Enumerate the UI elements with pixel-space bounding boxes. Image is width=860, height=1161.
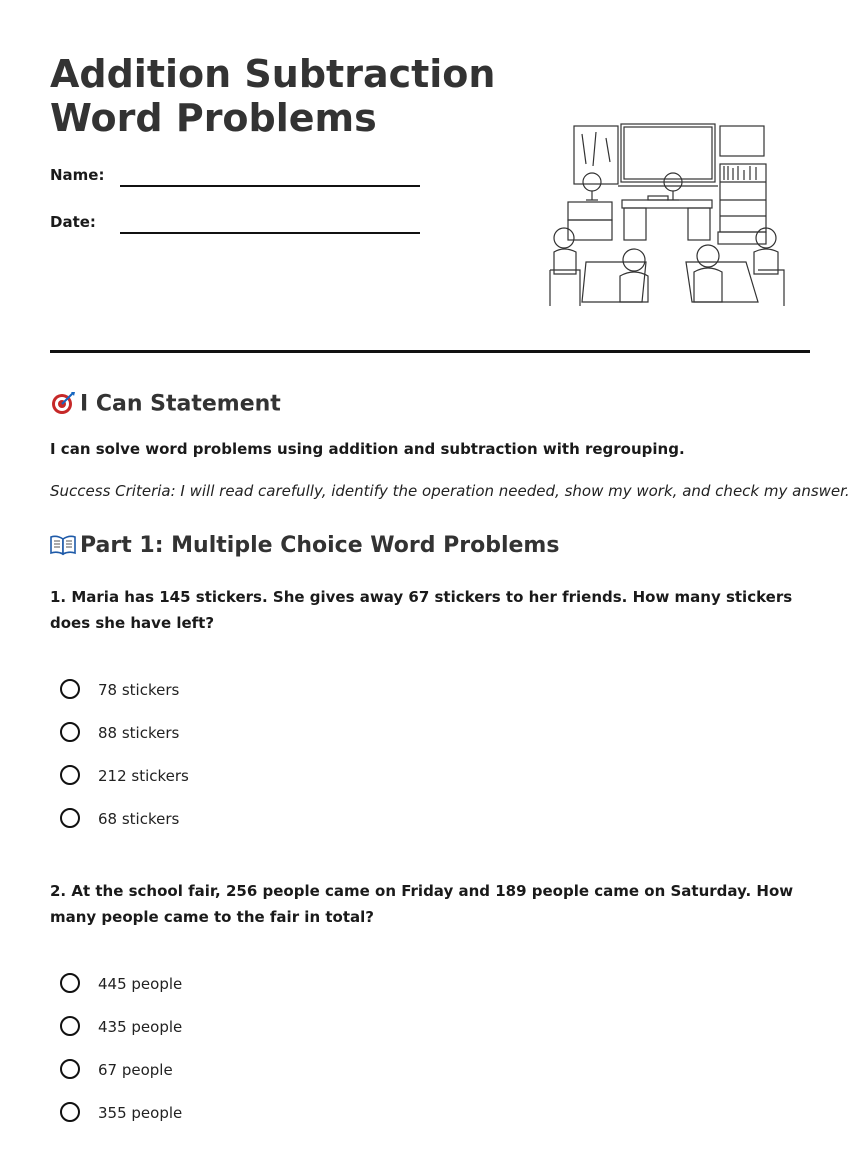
part1-heading-text: Part 1: Multiple Choice Word Problems bbox=[80, 533, 560, 558]
i-can-heading-text: I Can Statement bbox=[80, 391, 281, 417]
option-label: 445 people bbox=[98, 975, 183, 993]
option-label: 88 stickers bbox=[98, 724, 180, 742]
date-field[interactable] bbox=[50, 213, 430, 243]
radio-button[interactable] bbox=[60, 1102, 80, 1122]
name-write-line[interactable] bbox=[120, 185, 420, 187]
success-criteria: Success Criteria: I will read carefully, identify the operation needed, show my work, and check my answer. bbox=[50, 482, 850, 500]
date-label: Date: bbox=[50, 213, 96, 231]
radio-button[interactable] bbox=[60, 1059, 80, 1079]
radio-button[interactable] bbox=[60, 808, 80, 828]
radio-button[interactable] bbox=[60, 722, 80, 742]
option-label: 78 stickers bbox=[98, 681, 180, 699]
option-label: 67 people bbox=[98, 1061, 173, 1079]
radio-button[interactable] bbox=[60, 765, 80, 785]
header-divider bbox=[50, 350, 810, 353]
option-label: 435 people bbox=[98, 1018, 183, 1036]
option-label: 355 people bbox=[98, 1104, 183, 1122]
i-can-heading bbox=[50, 390, 281, 419]
radio-button[interactable] bbox=[60, 679, 80, 699]
question-2-text: 2. At the school fair, 256 people came on Friday and 189 people came on Saturday. How many people came to the fair in total? bbox=[50, 882, 794, 926]
option-label: 212 stickers bbox=[98, 767, 189, 785]
name-field[interactable] bbox=[50, 166, 430, 196]
worksheet-title: Addition Subtraction Word Problems bbox=[50, 52, 496, 140]
target-icon bbox=[50, 390, 80, 419]
radio-button[interactable] bbox=[60, 973, 80, 993]
name-label: Name: bbox=[50, 166, 105, 184]
i-can-statement: I can solve word problems using addition and subtraction with regrouping. bbox=[50, 440, 685, 458]
classroom-illustration bbox=[546, 120, 790, 312]
option-label: 68 stickers bbox=[98, 810, 180, 828]
open-book-icon bbox=[50, 532, 80, 560]
radio-button[interactable] bbox=[60, 1016, 80, 1036]
question-1-text: 1. Maria has 145 stickers. She gives away 67 stickers to her friends. How many stickers does she have left? bbox=[50, 588, 793, 632]
date-write-line[interactable] bbox=[120, 232, 420, 234]
part1-heading bbox=[50, 532, 559, 560]
